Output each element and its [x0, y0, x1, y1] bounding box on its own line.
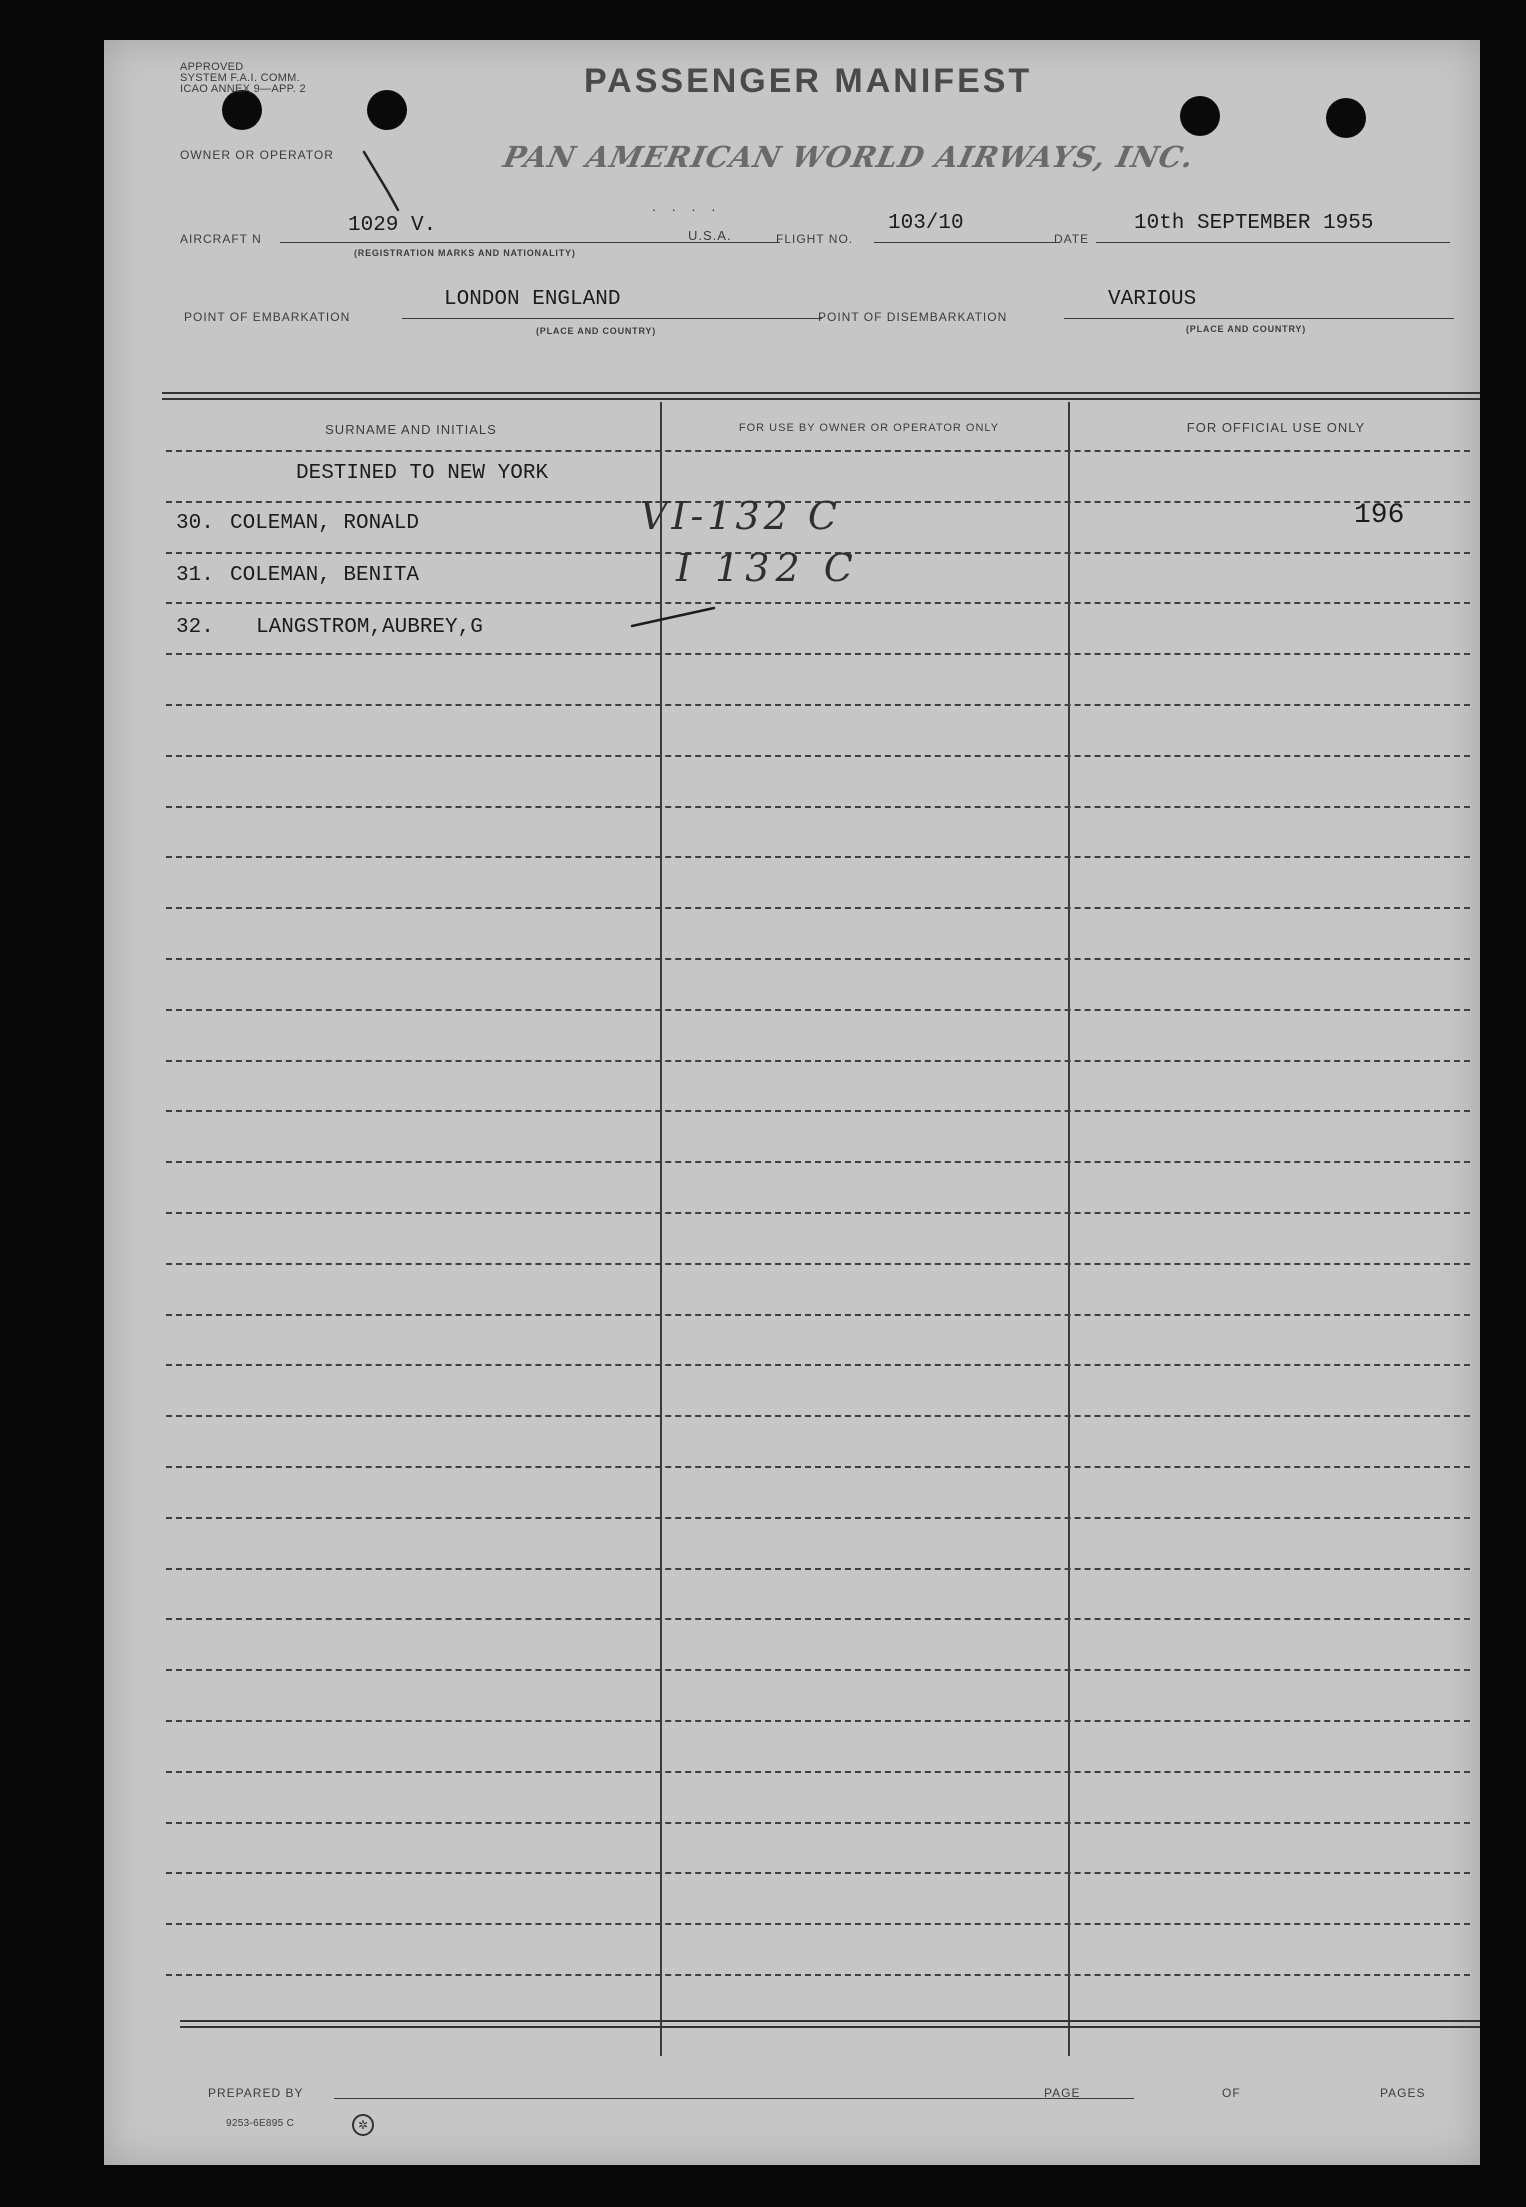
row-rule [166, 653, 1470, 655]
official-number: 196 [1354, 500, 1405, 531]
row-rule [166, 450, 1470, 452]
row-rule [166, 1466, 1470, 1468]
row-rule [166, 1771, 1470, 1773]
column-divider-2 [1068, 402, 1070, 2056]
manifest-sheet [104, 40, 1480, 2165]
owner-note: VI-132 C [640, 494, 841, 538]
table-bottom-rule-1 [180, 2020, 1480, 2022]
row-rule [166, 755, 1470, 757]
disembarkation-underline [1064, 318, 1454, 319]
destination-note: DESTINED TO NEW YORK [296, 462, 549, 485]
passenger-name: LANGSTROM,AUBREY,G [256, 616, 483, 639]
aircraft-value: 1029 V. [348, 214, 437, 237]
pages-label: PAGES [1380, 2086, 1426, 2100]
row-rule [166, 1212, 1470, 1214]
punch-hole-3 [1180, 96, 1220, 136]
row-rule [166, 1110, 1470, 1112]
handwritten-check-mark [354, 148, 414, 218]
row-rule [166, 1720, 1470, 1722]
disembarkation-label: POINT OF DISEMBARKATION [818, 310, 1008, 324]
embarkation-underline [402, 318, 822, 319]
printer-seal-icon: ✲ [352, 2114, 374, 2136]
row-rule [166, 1822, 1470, 1824]
approval-line-1: APPROVED [180, 61, 244, 73]
passenger-number: 31. [176, 564, 214, 587]
punch-hole-2 [367, 90, 407, 130]
row-rule [166, 806, 1470, 808]
punch-hole-4 [1326, 98, 1366, 138]
row-rule [166, 1618, 1470, 1620]
row-rule [166, 1974, 1470, 1976]
aircraft-label: AIRCRAFT N [180, 232, 262, 246]
table-top-rule-2 [162, 398, 1480, 400]
disembarkation-caption: (PLACE AND COUNTRY) [1186, 324, 1307, 334]
passenger-number: 32. [176, 616, 214, 639]
approval-line-2: SYSTEM F.A.I. COMM. [180, 72, 300, 84]
row-rule [166, 1415, 1470, 1417]
form-code: 9253-6E895 C [226, 2118, 295, 2129]
passenger-name: COLEMAN, BENITA [230, 564, 420, 587]
decorative-dots: . . . . [652, 198, 722, 214]
row-rule [166, 1009, 1470, 1011]
row-rule [166, 1872, 1470, 1874]
table-top-rule-1 [162, 392, 1480, 394]
row-rule [166, 856, 1470, 858]
row-rule [166, 1669, 1470, 1671]
column-divider-1 [660, 402, 662, 2056]
flight-underline [874, 242, 1060, 243]
embarkation-caption: (PLACE AND COUNTRY) [536, 326, 657, 336]
prepared-by-line [334, 2098, 1134, 2099]
owner-note: I 132 C [676, 546, 859, 590]
column-header-owner-use: FOR USE BY OWNER OR OPERATOR ONLY [738, 422, 1000, 434]
row-rule [166, 1923, 1470, 1925]
column-header-official-use: FOR OFFICIAL USE ONLY [1186, 420, 1366, 435]
prepared-by-label: PREPARED BY [208, 2086, 304, 2100]
passenger-number: 30. [176, 512, 214, 535]
row-rule [166, 958, 1470, 960]
approval-line-3: ICAO ANNEX 9—APP. 2 [180, 83, 306, 95]
row-rule [166, 1161, 1470, 1163]
embarkation-label: POINT OF EMBARKATION [184, 310, 351, 324]
row-rule [166, 704, 1470, 706]
punch-hole-1 [222, 90, 262, 130]
date-label: DATE [1054, 232, 1090, 246]
handwritten-dash-mark [628, 600, 738, 640]
row-rule [166, 1263, 1470, 1265]
owner-value: PAN AMERICAN WORLD AIRWAYS, INC. [500, 140, 1198, 174]
row-rule [166, 907, 1470, 909]
flight-value: 103/10 [888, 212, 964, 235]
row-rule [166, 1314, 1470, 1316]
row-rule [166, 1060, 1470, 1062]
row-rule [166, 1568, 1470, 1570]
column-header-surname: SURNAME AND INITIALS [325, 422, 497, 437]
disembarkation-value: VARIOUS [1108, 288, 1197, 311]
page-label: PAGE [1044, 2086, 1081, 2100]
embarkation-value: LONDON ENGLAND [444, 288, 621, 311]
row-rule [166, 602, 1470, 604]
owner-label: OWNER OR OPERATOR [180, 148, 334, 162]
aircraft-caption: (REGISTRATION MARKS AND NATIONALITY) [354, 248, 576, 258]
row-rule [166, 1364, 1470, 1366]
aircraft-country: U.S.A. [688, 228, 732, 243]
date-value: 10th SEPTEMBER 1955 [1134, 212, 1374, 235]
row-rule [166, 1517, 1470, 1519]
table-bottom-rule-2 [180, 2026, 1480, 2028]
flight-label: FLIGHT NO. [776, 232, 854, 246]
of-label: OF [1222, 2086, 1241, 2100]
form-title: PASSENGER MANIFEST [584, 62, 1033, 100]
passenger-name: COLEMAN, RONALD [230, 512, 420, 535]
date-underline [1096, 242, 1450, 243]
